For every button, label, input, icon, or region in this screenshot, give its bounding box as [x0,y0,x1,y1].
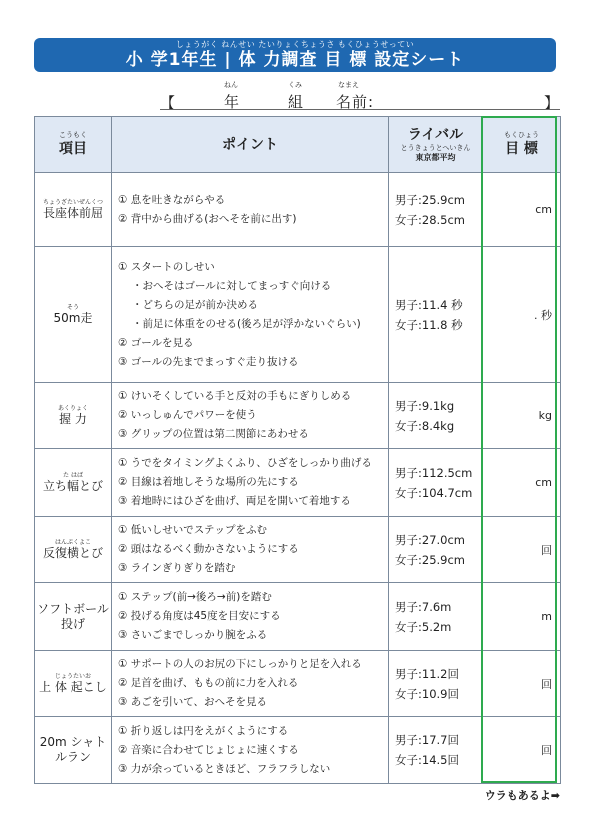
goal-unit: cm [535,476,552,489]
rival-girl-value: 女子:28.5cm [395,212,466,227]
goal-unit: 回 [541,677,552,691]
goal-unit: 回 [541,543,552,557]
point-header [112,117,389,173]
point-item: ② 足首を曲げ、ももの前に力を入れる [118,677,299,689]
namae-ruby: なまえ [338,81,359,89]
point-item: ・おへそはゴールに対してまっすぐ向ける [132,279,332,292]
rival-header-ruby: とうきょうとへいきん [400,144,471,152]
table-row [35,517,561,583]
rival-girl-value: 女子:25.9cm [395,552,466,567]
point-item: ・前足に体重をのせる(後ろ足が浮かないぐらい) [132,317,361,330]
item-ruby: ちょうざたいぜんくつ [42,198,103,206]
rival-girl-value: 女子:8.4kg [395,418,455,433]
item-ruby: あくりょく [57,404,88,412]
goal-unit: m [541,610,552,623]
title-banner [34,38,556,72]
point-cell [112,383,389,449]
goal-input-cell[interactable] [483,383,561,449]
point-cell [112,247,389,383]
point-item: ③ さいごまでしっかり腕をふる [118,629,268,641]
header-row [35,117,561,173]
point-cell [112,173,389,247]
namae-label[interactable]: 名前: [336,93,375,111]
rival-cell [389,583,483,651]
item-cell [35,583,112,651]
rival-boy-value: 男子:27.0cm [395,532,466,547]
rival-girl-value: 女子:104.7cm [395,485,473,500]
item-header-text: 項目 [59,141,87,157]
item-ruby: そう [66,303,79,311]
item-cell [35,173,112,247]
item-cell [35,651,112,717]
goal-header [483,117,561,173]
name-line [160,80,560,110]
point-item: ① けいそくしている手と反対の手もにぎりしめる [118,390,352,402]
title-ruby: しょうがく ねんせい たいりょくちょうさ もくひょうせってい [175,40,415,49]
item-header [35,117,112,173]
rival-cell [389,247,483,383]
item-ruby: じょうたいお [54,672,91,680]
rival-boy-value: 男子:9.1kg [395,398,455,413]
item-ruby: はんぷくよこ [54,538,91,546]
item-cell [35,449,112,517]
item-cell [35,517,112,583]
point-item: ① 折り返しは円をえがくようにする [118,724,289,737]
rival-cell [389,173,483,247]
point-item: ① サポートの人のお尻の下にしっかりと足を入れる [118,658,362,670]
close-bracket: 】 [544,94,560,112]
goal-input-cell[interactable] [483,449,561,517]
point-item: ③ あごを引いて、おへそを見る [118,696,268,708]
item-name: 長座体前屈 [42,205,103,220]
point-item: ③ 力が余っているときほど、フラフラしない [118,762,331,775]
item-name: 反復横とび [42,545,103,560]
point-item: ① うでをタイミングよくふり、ひざをしっかり曲げる [118,457,372,469]
goal-input-cell[interactable] [483,717,561,784]
goal-input-cell[interactable] [483,583,561,651]
item-header-ruby: こうもく [59,131,87,139]
goal-input-cell[interactable] [483,247,561,383]
goal-input-cell[interactable] [483,651,561,717]
point-item: ③ ラインぎりぎりを踏む [118,562,236,574]
kumi-ruby: くみ [288,81,302,89]
goal-unit: kg [538,409,552,422]
point-item: ② ゴールを見る [118,336,194,349]
point-item: ① 低いしせいでステップをふむ [118,524,268,536]
point-item: ③ ゴールの先までまっすぐ走り抜ける [118,355,299,368]
goal-unit: . 秒 [534,308,552,322]
point-header-text: ポイント [222,136,278,153]
rival-boy-value: 男子:11.4 秒 [395,297,463,312]
table-row [35,583,561,651]
item-name: ソフトボール 投げ [37,601,109,631]
item-name: 上 体 起こし [39,679,107,694]
goal-input-cell[interactable] [483,517,561,583]
table-row [35,383,561,449]
point-item: ② 頭はなるべく動かさないようにする [118,543,299,555]
table-row [35,651,561,717]
item-cell [35,247,112,383]
point-cell [112,651,389,717]
rival-header-sub: 東京都平均 [415,153,456,162]
point-item: ③ 着地時にはひざを曲げ、両足を開いて着地する [118,495,351,507]
rival-boy-value: 男子:7.6m [395,599,452,614]
point-item: ③ グリップの位置は第二関節にあわせる [118,428,309,440]
rival-cell [389,383,483,449]
point-cell [112,449,389,517]
name-underline [160,109,560,110]
rival-header [389,117,483,173]
point-item: ② いっしゅんでパワーを使う [118,409,257,421]
back-side-note: ウラもあるよ➡ [484,789,560,802]
goal-header-ruby: もくひょう [504,131,539,139]
point-cell [112,717,389,784]
point-item: ② 背中から曲げる(おへそを前に出す) [118,212,297,225]
point-item: ・どちらの足が前か決める [132,298,258,311]
kumi-label: 組 [288,93,305,111]
rival-boy-value: 男子:17.7回 [395,733,459,747]
point-item: ① ステップ(前→後ろ→前)を踏む [118,591,272,603]
rival-header-text: ライバル [407,127,464,143]
open-bracket: 【 [160,94,176,112]
table-row [35,173,561,247]
rival-boy-value: 男子:112.5cm [395,465,473,480]
item-name: 握 力 [59,411,87,426]
rival-cell [389,717,483,784]
rival-girl-value: 女子:5.2m [395,619,452,634]
table-row [35,717,561,784]
item-ruby: た はば [63,471,83,479]
table-row [35,247,561,383]
item-name: 50m走 [53,310,93,325]
goal-unit: 回 [541,744,552,757]
point-item: ① 息を吐きながらやる [118,193,226,206]
point-item: ① スタートのしせい [118,260,215,273]
goal-header-text: 目 標 [505,141,538,157]
rival-girl-value: 女子:10.9回 [395,686,459,701]
point-item: ② 投げる角度は45度を目安にする [118,610,281,622]
rival-cell [389,517,483,583]
table-row [35,449,561,517]
item-cell [35,717,112,784]
item-name: 立ち幅とび [42,478,103,493]
table-body [35,173,561,784]
page-title: 小 学1年生 | 体 力調査 目 標 設定シート [125,50,465,70]
rival-girl-value: 女子:14.5回 [395,753,459,767]
rival-cell [389,651,483,717]
rival-girl-value: 女子:11.8 秒 [395,317,463,332]
goal-input-cell[interactable] [483,173,561,247]
item-cell [35,383,112,449]
nen-ruby: ねん [224,81,238,89]
point-item: ② 目線は着地しそうな場所の先にする [118,476,299,488]
point-cell [112,583,389,651]
item-name: 20m シャトルラン [39,735,107,764]
goal-unit: cm [535,203,552,216]
rival-cell [389,449,483,517]
rival-boy-value: 男子:11.2回 [395,666,459,681]
point-cell [112,517,389,583]
rival-boy-value: 男子:25.9cm [395,192,466,207]
nen-label: 年 [224,93,241,111]
point-item: ② 音楽に合わせてじょじょに速くする [118,743,299,756]
goal-sheet-table [34,116,561,784]
